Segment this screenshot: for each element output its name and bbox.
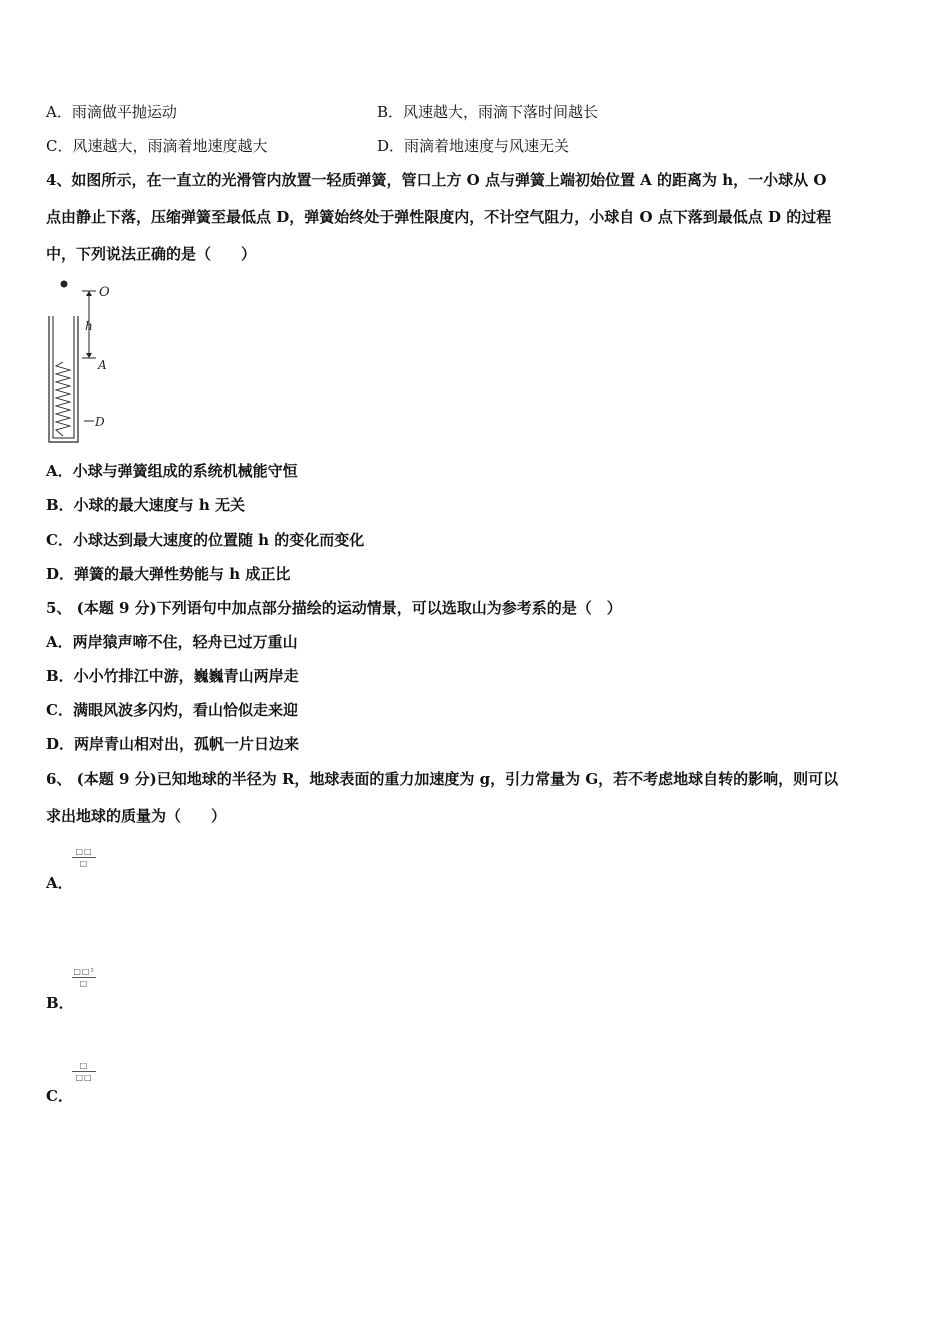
q3-option-c: C．风速越大，雨滴着地速度越大	[46, 137, 268, 155]
q6-option-a-label: A．	[46, 874, 73, 892]
q4-option-b: B．小球的最大速度与 h 无关	[46, 496, 246, 514]
fraction-numerator: □	[79, 1061, 89, 1070]
fraction-denominator: □	[79, 979, 89, 988]
label-o: O	[99, 285, 110, 300]
q5-option-d: D．两岸青山相对出，孤帆一片日边来	[46, 735, 300, 753]
fraction-denominator: □	[79, 859, 89, 868]
q6-option-c-label: C．	[46, 1087, 73, 1105]
ball-icon	[61, 281, 68, 288]
fraction-numerator: □□	[75, 847, 93, 856]
fraction-denominator: □□	[75, 1073, 93, 1082]
q4-option-a: A．小球与弹簧组成的系统机械能守恒	[46, 462, 298, 480]
label-a: A	[98, 358, 107, 372]
q6-option-a-fraction	[72, 847, 96, 868]
label-d: D	[95, 415, 105, 429]
q6-stem-line2: 求出地球的质量为（ ）	[46, 807, 227, 825]
q4-stem-line1: 4、如图所示，在一直立的光滑管内放置一轻质弹簧，管口上方 O 点与弹簧上端初始位置 A 的距离为 h，一小球从 O	[46, 171, 827, 189]
fraction-numerator: □□²	[73, 967, 95, 976]
q4-option-c: C．小球达到最大速度的位置随 h 的变化而变化	[46, 531, 365, 549]
q5-option-c: C．满眼风波多闪灼，看山恰似走来迎	[46, 701, 298, 719]
q5-option-b: B．小小竹排江中游，巍巍青山两岸走	[46, 667, 299, 685]
q3-option-d: D．雨滴着地速度与风速无关	[377, 137, 570, 155]
q4-option-d: D．弹簧的最大弹性势能与 h 成正比	[46, 565, 291, 583]
label-h: h	[85, 319, 93, 333]
q3-option-a: A．雨滴做平抛运动	[46, 103, 177, 121]
q6-option-b-fraction	[72, 967, 96, 988]
q6-stem-line1: 6、 (本题 9 分)已知地球的半径为 R，地球表面的重力加速度为 g，引力常量为 G，若不考虑地球自转的影响，则可以	[46, 770, 839, 788]
q6-option-c-fraction	[72, 1061, 96, 1082]
q4-stem-line3: 中，下列说法正确的是（ ）	[46, 245, 257, 263]
spring-tube-figure	[44, 276, 120, 448]
q4-stem-line2: 点由静止下落，压缩弹簧至最低点 D，弹簧始终处于弹性限度内，不计空气阻力，小球自 O 点下落到最低点 D 的过程	[46, 208, 832, 226]
q5-stem: 5、 (本题 9 分)下列语句中加点部分描绘的运动情景，可以选取山为参考系的是（ ）	[46, 599, 622, 617]
q5-option-a: A．两岸猿声啼不住，轻舟已过万重山	[46, 633, 298, 651]
q6-option-b-label: B．	[46, 994, 74, 1012]
q3-option-b: B．风速越大，雨滴下落时间越长	[377, 103, 599, 121]
